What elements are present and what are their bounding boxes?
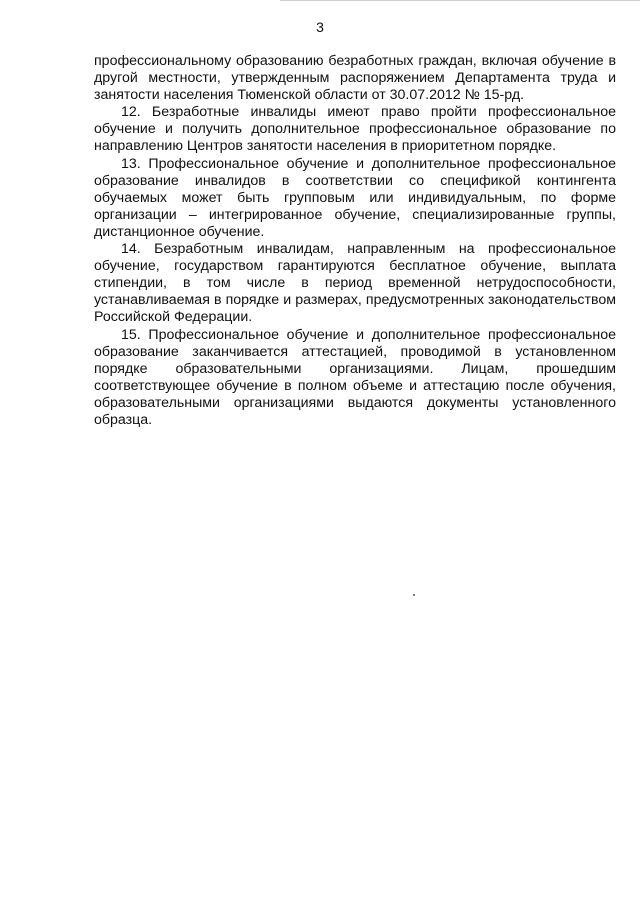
document-body (94, 53, 616, 429)
scan-edge-line (280, 0, 640, 1)
paragraph-item-14: 14. Безработным инвалидам, направленным на профессиональное обучение, государством гарантируются бесплатное обучение, выплата стипендии, в том числе в период временной нетрудоспособности, устанавливаемая в порядке и размерах, предусмотренных законодательством Российской Федерации. (94, 241, 616, 326)
paragraph-item-13: 13. Профессиональное обучение и дополнительное профессиональное образование инвалидов в соответствии со спецификой контингента обучаемых может быть групповым или индивидуальным, по форме организации – интегрированное обучение, специализированные группы, дистанционное обучение. (94, 155, 616, 240)
paragraph-item-12: 12. Безработные инвалиды имеют право пройти профессиональное обучение и получить дополнительное профессиональное образование по направлению Центров занятости населения в приоритетном порядке. (94, 104, 616, 155)
paragraph-continuation: профессиональному образованию безработных граждан, включая обучение в другой местности, утвержденным распоряжением Департамента труда и занятости населения Тюменской области от 30.07.2012 № 15-рд. (94, 53, 616, 104)
page-number: 3 (316, 19, 324, 35)
scan-speck (413, 594, 415, 596)
paragraph-item-15: 15. Профессиональное обучение и дополнительное профессиональное образование заканчивается аттестацией, проводимой в установленном порядке образовательными организациями. Лицам, прошедшим соответствующее обучение в полном объеме и аттестацию после обучения, образовательными организациями выдаются документы установленного образца. (94, 326, 616, 428)
